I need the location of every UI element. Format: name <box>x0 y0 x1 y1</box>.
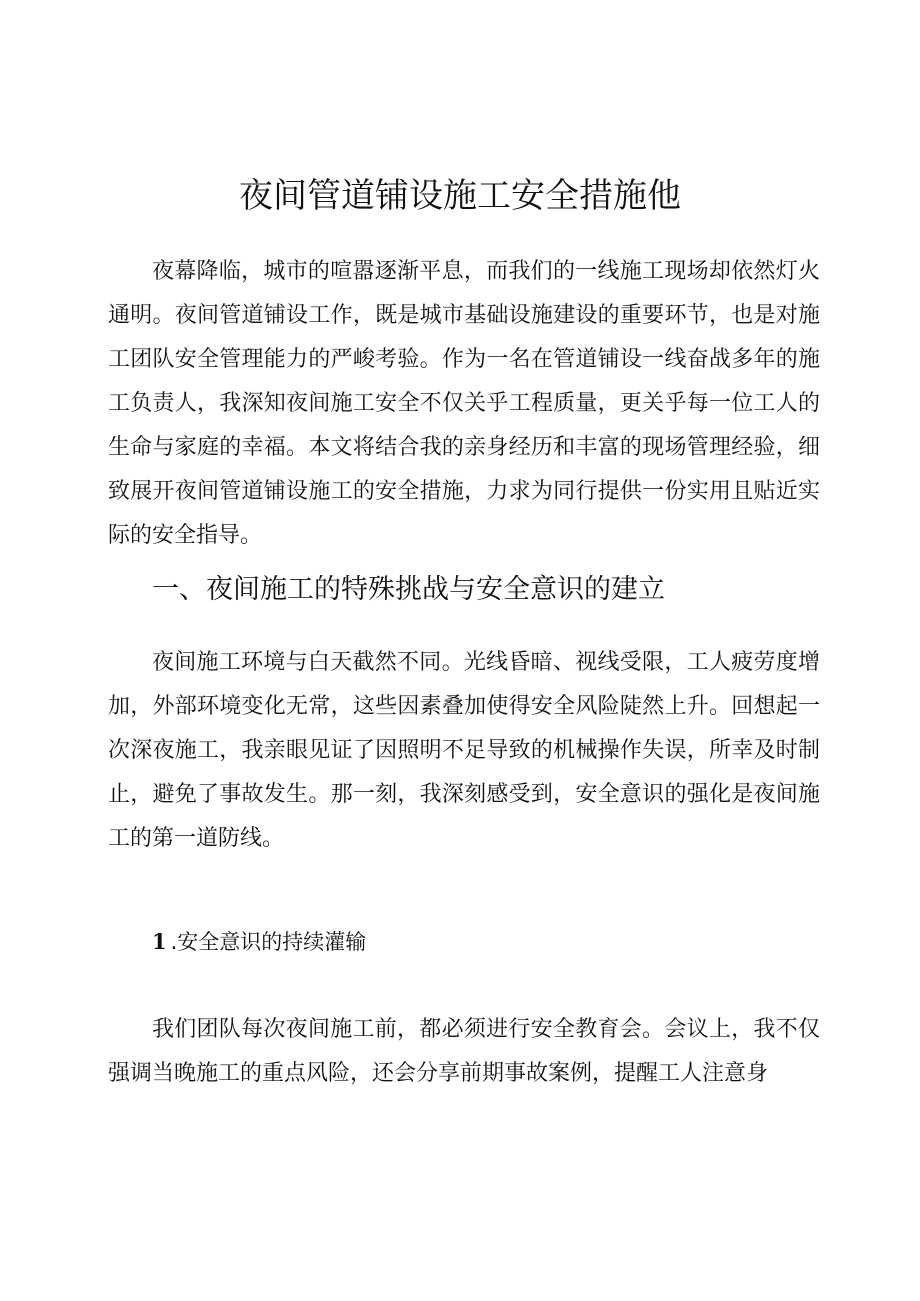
document-title: 夜间管道铺设施工安全措施他 <box>239 176 681 216</box>
section-paragraph: 夜间施工环境与白天截然不同。光线昏暗、视线受限，工人疲劳度增加，外部环境变化无常，这些因素叠加使得安全风险陡然上升。回想起一次深夜施工，我亲眼见证了因照明不足导致的机械操作失误，所幸及时制止，避免了事故发生。那一刻，我深刻感受到，安全意识的强化是夜间施工的第一道防线。 <box>108 650 820 851</box>
intro-paragraph: 夜幕降临，城市的喧嚣逐渐平息，而我们的一线施工现场却依然灯火通明。夜间管道铺设工作，既是城市基础设施建设的重要环节，也是对施工团队安全管理能力的严峻考验。作为一名在管道铺设一线奋战多年的施工负责人，我深知夜间施工安全不仅关乎工程质量，更关乎每一位工人的生命与家庭的幸福。本文将结合我的亲身经历和丰富的现场管理经验，细致展开夜间管道铺设施工的安全措施，力求为同行提供一份实用且贴近实际的安全指导。 <box>108 259 820 548</box>
subsection-paragraph: 我们团队每次夜间施工前，都必须进行安全教育会。会议上，我不仅强调当晚施工的重点风险，还会分享前期事故案例，提醒工人注意身 <box>108 1017 820 1086</box>
subsection-number: 1 <box>152 929 167 954</box>
subsection-heading <box>152 920 366 964</box>
section-heading: 一、夜间施工的特殊挑战与安全意识的建立 <box>152 574 665 605</box>
subsection-heading-text: .安全意识的持续灌输 <box>170 930 367 954</box>
